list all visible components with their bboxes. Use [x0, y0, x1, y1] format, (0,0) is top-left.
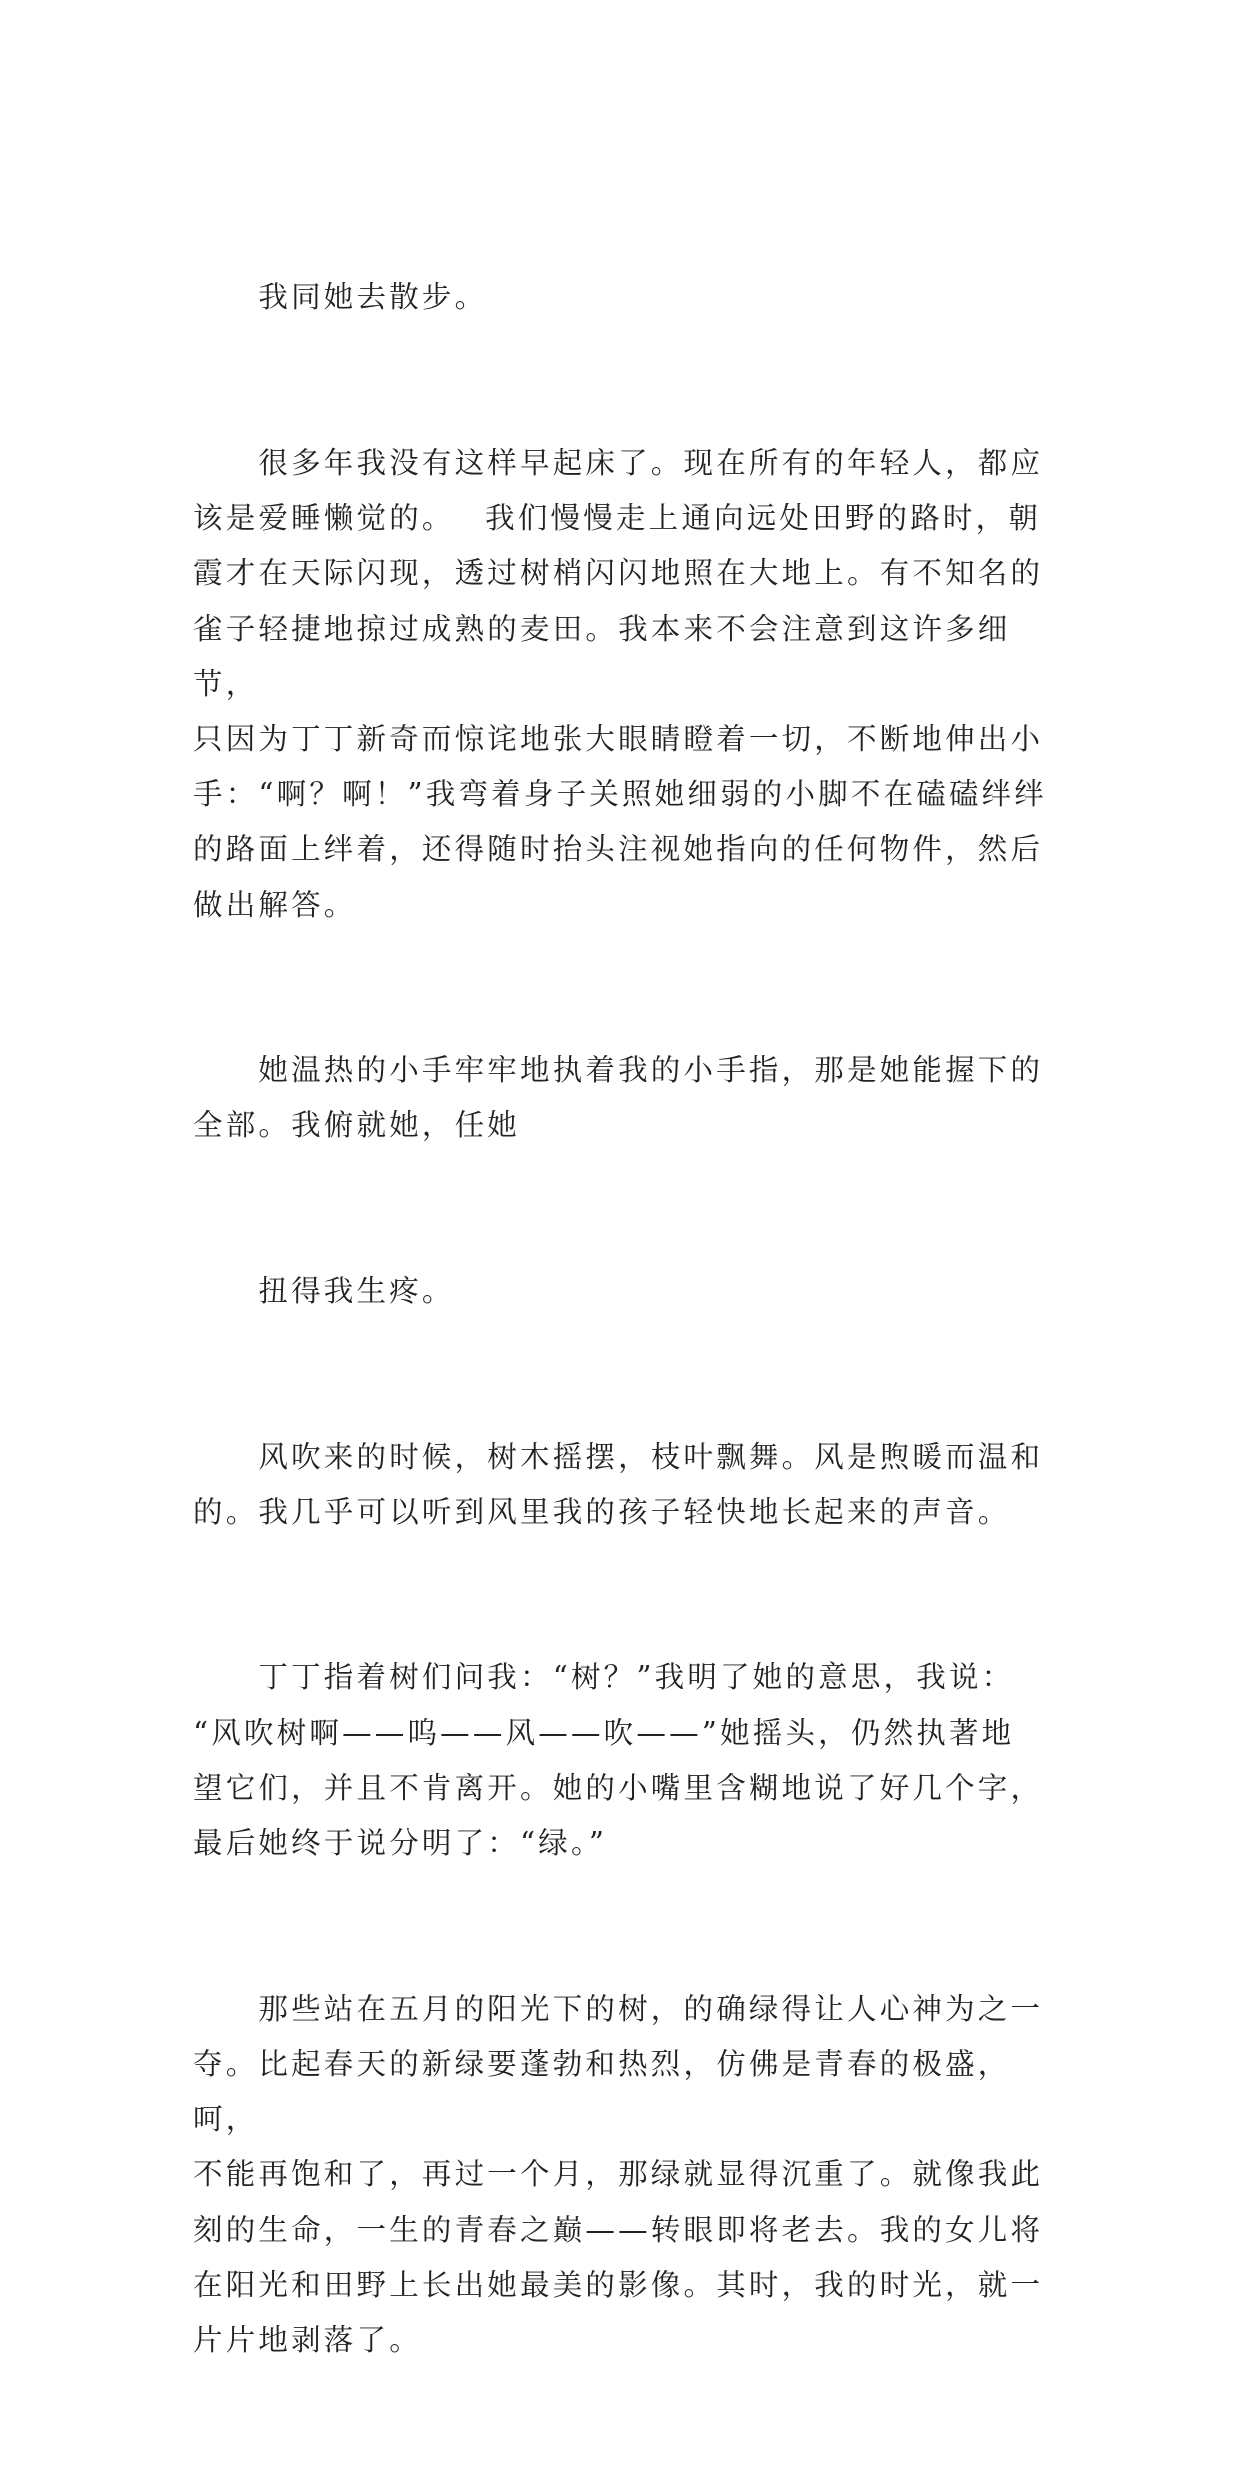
paragraph-6: 丁丁指着树们问我：“树？”我明了她的意思，我说： “风吹树啊——呜——风——吹——”她摇头，仍然执著地 望它们，并且不肯离开。她的小嘴里含糊地说了好几个字， 最后她终于说分明了：“绿。” [193, 1660, 1044, 1861]
paragraph-3: 她温热的小手牢牢地执着我的小手指，那是她能握下的 全部。我俯就她，任她 [193, 1053, 1044, 1143]
paragraph-5: 风吹来的时候，树木摇摆，枝叶飘舞。风是煦暖而温和 的。我几乎可以听到风里我的孩子轻快地长起来的声音。 [193, 1439, 1044, 1529]
paragraph-7: 那些站在五月的阳光下的树，的确绿得让人心神为之一 夺。比起春天的新绿要蓬勃和热烈，仿佛是青春的极盛，呵， 不能再饱和了，再过一个月，那绿就显得沉重了。就像我此 刻的生命，一生的青春之巅——转眼即将老去。我的女儿将 在阳光和田野上长出她最美的影像。其时，我的时光，就一 片片地剥落了。 [193, 1991, 1044, 2357]
paragraph-2: 很多年我没有这样早起床了。现在所有的年轻人，都应 该是爱睡懒觉的。 我们慢慢走上通向远处田野的路时，朝 霞才在天际闪现，透过树梢闪闪地照在大地上。有不知名的 雀子轻捷地掠过成熟的麦田。我本来不会注意到这许多细节， 只因为丁丁新奇而惊诧地张大眼睛瞪着一切，不断地伸出小 手：“啊？啊！”我弯着身子关照她细弱的小脚不在磕磕绊绊 的路面上绊着，还得随时抬头注视她指向的任何物件，然后 做出解答。 [193, 446, 1048, 922]
paragraph-1: 我同她去散步。 [193, 280, 488, 315]
document-body [193, 160, 1063, 2479]
paragraph-4: 扭得我生疼。 [193, 1274, 455, 1309]
